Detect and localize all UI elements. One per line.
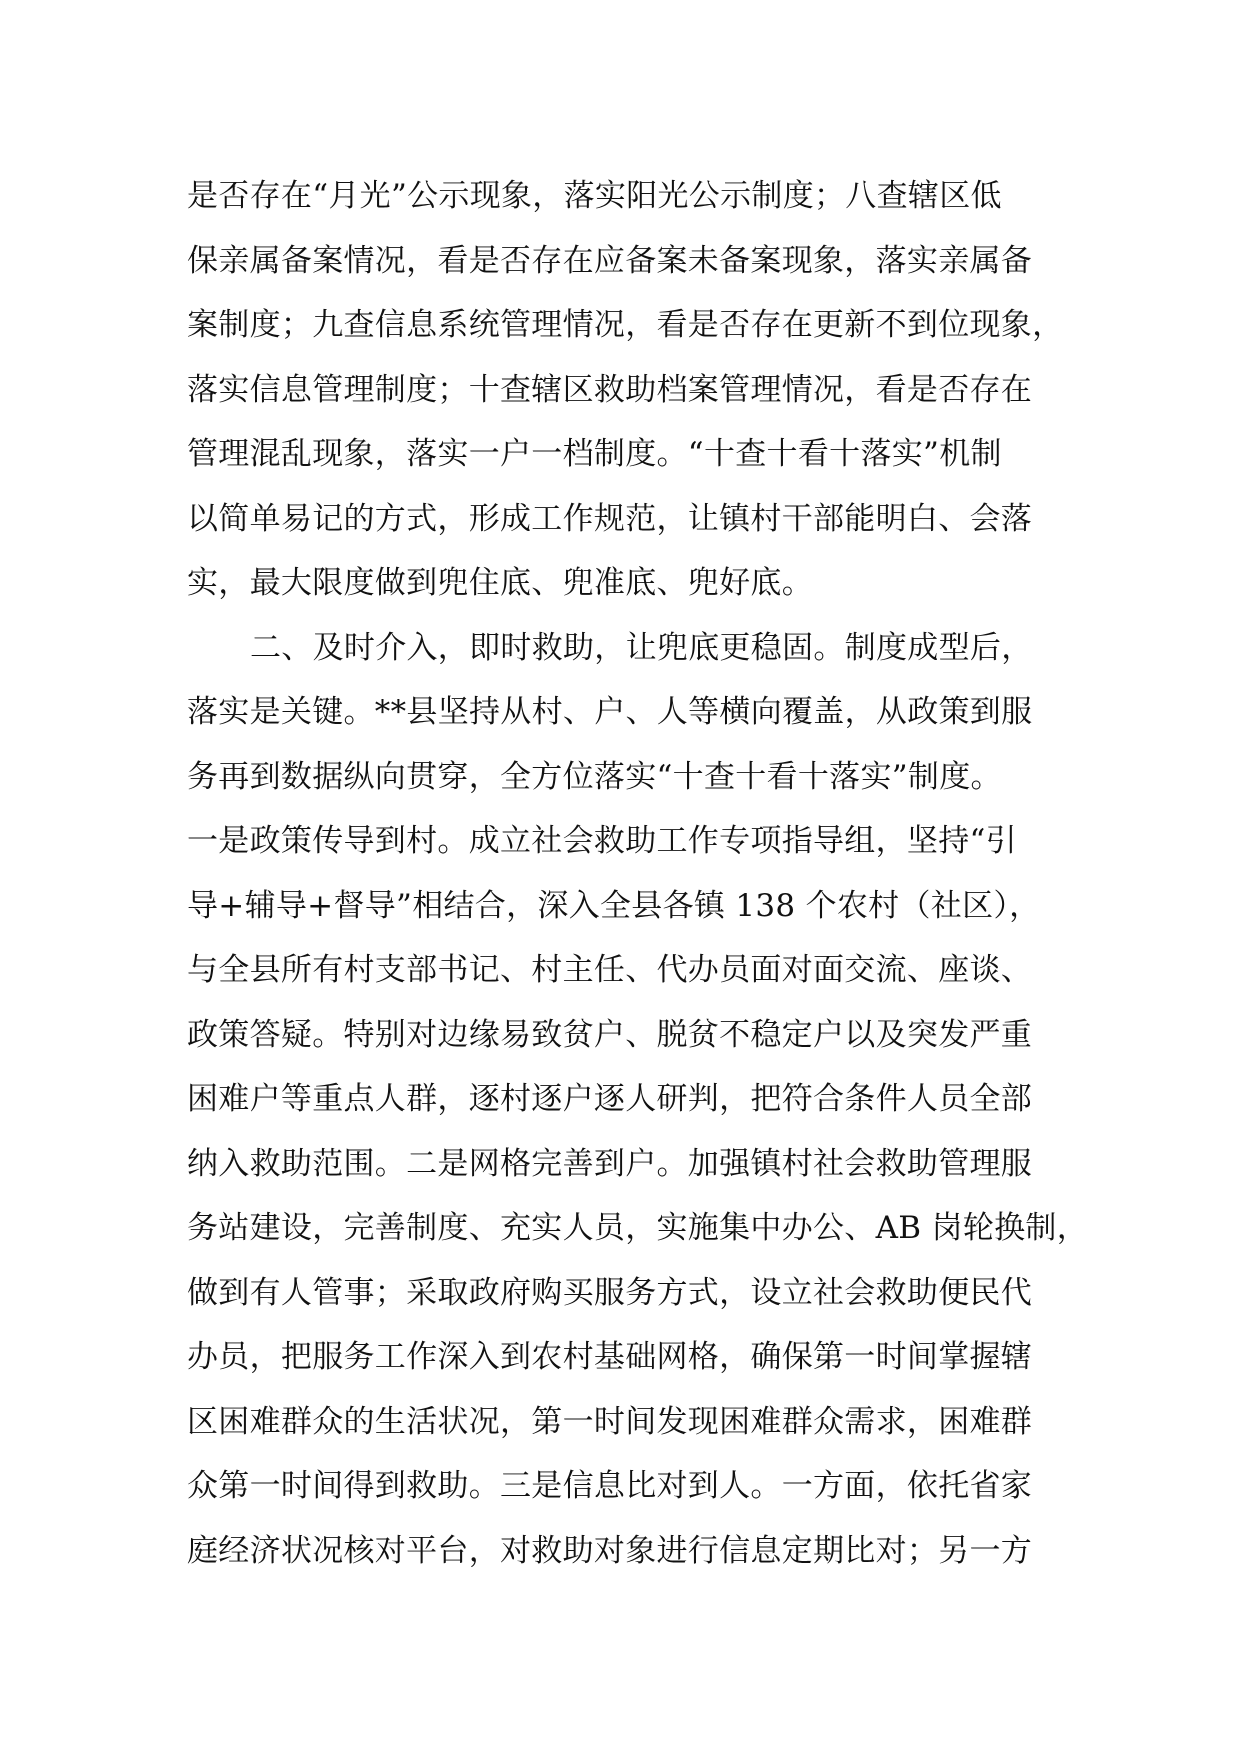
text-line: 管理混乱现象，落实一户一档制度。“十查十看十落实”机制 bbox=[187, 436, 1002, 472]
text-line: 实，最大限度做到兜住底、兜准底、兜好底。 bbox=[187, 565, 813, 601]
text-line: 务再到数据纵向贯穿，全方位落实“十查十看十落实”制度。 bbox=[187, 758, 1002, 795]
text-line: 做到有人管事；采取政府购买服务方式，设立社会救助便民代 bbox=[187, 1274, 1033, 1311]
text-line: 困难户等重点人群，逐村逐户逐人研判，把符合条件人员全部 bbox=[187, 1081, 1033, 1117]
text-line: 案制度；九查信息系统管理情况，看是否存在更新不到位现象， bbox=[187, 307, 1064, 343]
text-line: 务站建设，完善制度、充实人员，实施集中办公、AB 岗轮换制， bbox=[187, 1210, 1089, 1246]
text-line: 众第一时间得到救助。三是信息比对到人。一方面，依托省家 bbox=[187, 1468, 1033, 1504]
text-line: 落实是关键。**县坚持从村、户、人等横向覆盖，从政策到服 bbox=[187, 694, 1033, 730]
text-line: 落实信息管理制度；十查辖区救助档案管理情况，看是否存在 bbox=[187, 371, 1033, 408]
text-line: 是否存在“月光”公示现象，落实阳光公示制度；八查辖区低 bbox=[187, 178, 1002, 214]
text-line: 与全县所有村支部书记、村主任、代办员面对面交流、座谈、 bbox=[187, 952, 1033, 988]
text-line: 区困难群众的生活状况，第一时间发现困难群众需求，困难群 bbox=[187, 1403, 1033, 1440]
text-line: 保亲属备案情况，看是否存在应备案未备案现象，落实亲属备 bbox=[187, 242, 1033, 279]
text-line: 庭经济状况核对平台，对救助对象进行信息定期比对；另一方 bbox=[187, 1532, 1033, 1569]
text-line: 纳入救助范围。二是网格完善到户。加强镇村社会救助管理服 bbox=[187, 1145, 1033, 1182]
paragraph-first-line: 二、及时介入，即时救助，让兜底更稳固。制度成型后， bbox=[250, 629, 1033, 666]
text-line: 一是政策传导到村。成立社会救助工作专项指导组，坚持“引 bbox=[187, 823, 1017, 859]
text-line: 以简单易记的方式，形成工作规范，让镇村干部能明白、会落 bbox=[187, 500, 1033, 537]
text-line: 导+辅导+督导”相结合，深入全县各镇 138 个农村（社区）， bbox=[187, 887, 1041, 924]
text-line: 政策答疑。特别对边缘易致贫户、脱贫不稳定户以及突发严重 bbox=[187, 1016, 1033, 1053]
body-text bbox=[187, 164, 1087, 1583]
text-line: 办员，把服务工作深入到农村基础网格，确保第一时间掌握辖 bbox=[187, 1339, 1033, 1375]
